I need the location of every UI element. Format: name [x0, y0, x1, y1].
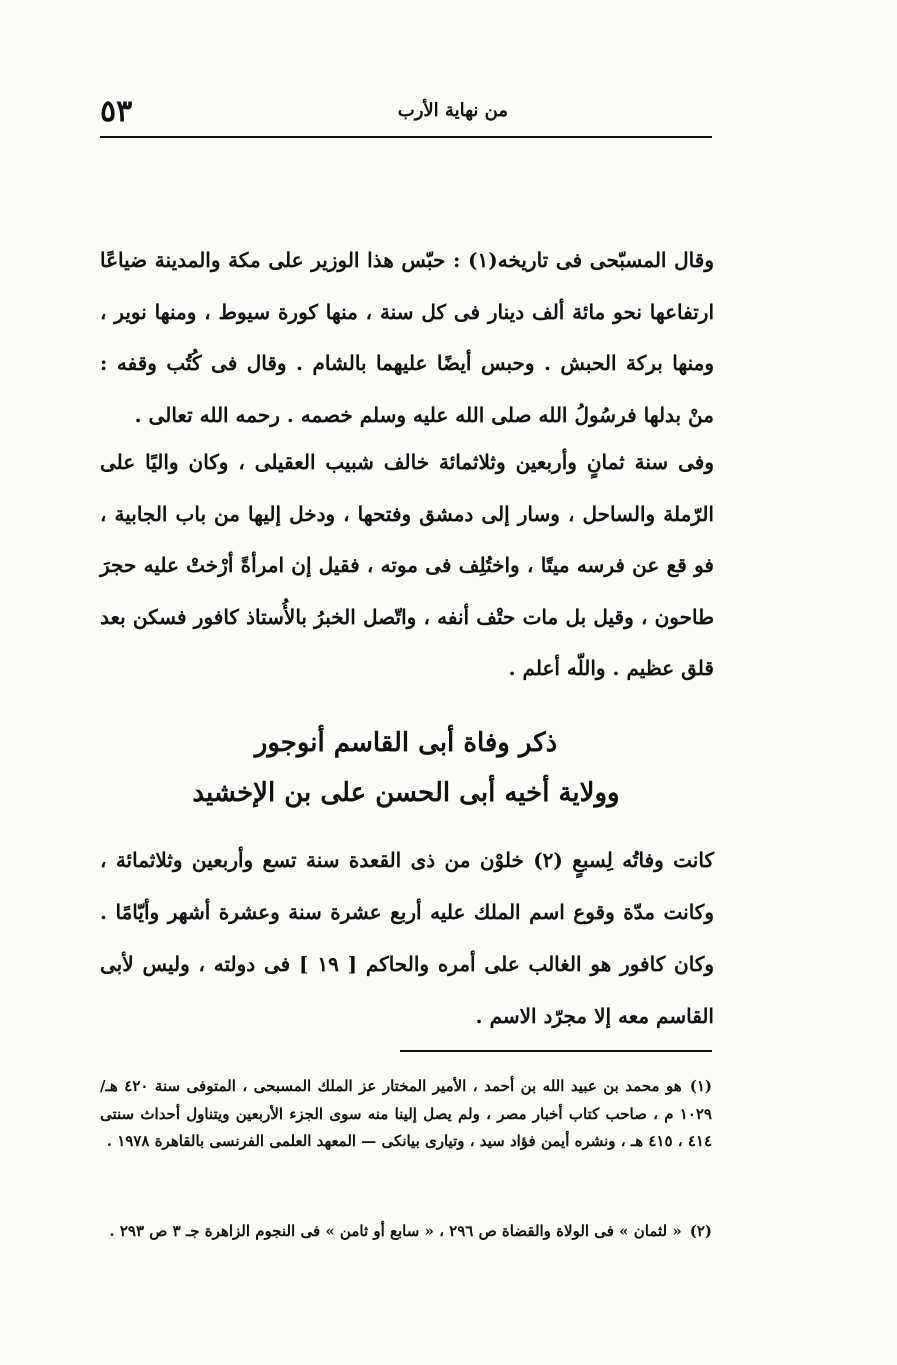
- paragraph-3: كانت وفاتُه لِسبعٍ (٢) خلوْن من ذى القعدة سنة تسع وأربعين وثلاثمائة ، وكانت مدّة وقوع اسم الملك عليه أربع عشرة سنة وعشرة أشهر وأيّامًا . وكان كافور هو الغالب على أمره والحاكم [ ١٩ ] فى دولته ، وليس لأبى القاسم معه إلا مجرّد الاسم .: [100, 848, 714, 1028]
- footnote-2-marker: (٢): [689, 1222, 712, 1240]
- section-heading-line-1: ذكر وفاة أبى القاسم أنوجور: [254, 728, 558, 758]
- running-title: من نهاية الأرب: [397, 100, 508, 121]
- footnote-2-text: « لثمان » فى الولاة والقضاة ص ٢٩٦ ، « سابع أو ثامن » فى النجوم الزاهرة جـ ٣ ص ٢٩٣ .: [109, 1222, 682, 1240]
- footnote-2: [100, 1218, 712, 1246]
- footnote-1-marker: (١): [689, 1077, 712, 1095]
- footnote-1-text: هو محمد بن عبيد الله بن أحمد ، الأمير المختار عز الملك المسبحى ، المتوفى سنة ٤٢٠ هـ/١٠٢٩ م ، صاحب كتاب أخبار مصر ، ولم يصل إلينا منه سوى الجزء الأربعين ويتناول أحداث سنتى ٤١٤ ، ٤١٥ هـ ، ونشره أيمن فؤاد سيد ، وتيارى بيانكى — المعهد العلمى الفرنسى بالقاهرة ١٩٧٨ .: [100, 1077, 712, 1150]
- page-number: ٥٣: [100, 94, 133, 129]
- header-rule: [100, 136, 712, 138]
- footnote-rule: [400, 1050, 712, 1052]
- paragraph-2: وفى سنة ثمانٍ وأربعين وثلاثمائة خالف شبيب العقيلى ، وكان واليًا على الرّملة والساحل ، وسار إلى دمشق وفتحها ، ودخل إليها من باب الجابية ، فو قع عن فرسه ميتًا ، واختُلِف فى موته ، فقيل إن امرأةً أرْختْ عليه حجرَ طاحون ، وقيل بل مات حتْف أنفه ، واتّصل الخبرُ بالأُستاذ كافور فسكن بعد قلق عظيم . واللّه أعلم .: [100, 450, 714, 680]
- section-heading-line-2: وولاية أخيه أبى الحسن على بن الإخشيد: [192, 778, 620, 808]
- footnote-1: [100, 1073, 712, 1156]
- paragraph-1: وقال المسبّحى فى تاريخه(١) : حبّس هذا الوزير على مكة والمدينة ضياعًا ارتفاعها نحو مائة ألف دينار فى كل سنة ، منها كورة سيوط ، ومنها نوير ، ومنها بركة الحبش . وحبس أيضًا عليهما بالشام . وقال فى كُتُب وقفه : منْ بدلها فرسُولُ الله صلى الله عليه وسلم خصمه . رحمه الله تعالى .: [100, 248, 714, 427]
- page-header: [100, 88, 712, 138]
- section-heading: [100, 718, 712, 818]
